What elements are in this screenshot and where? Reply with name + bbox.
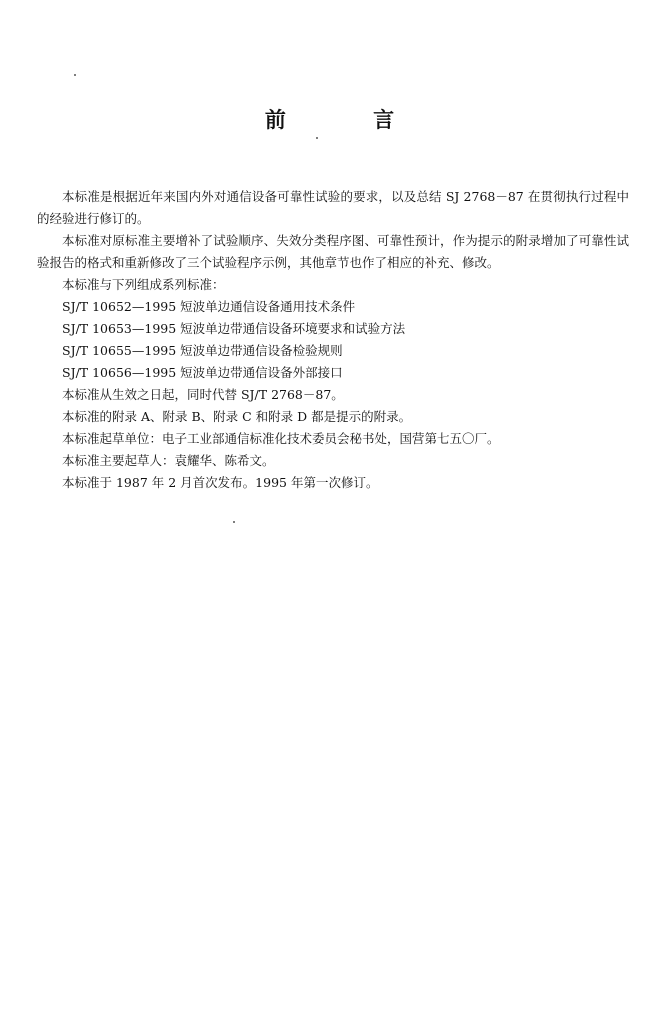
series-item: SJ/T 10652—1995 短波单边通信设备通用技术条件 [62, 299, 356, 314]
page-title: 前 言 [264, 108, 435, 132]
foreword-body [37, 186, 629, 494]
note-appendices: 本标准的附录 A、附录 B、附录 C 和附录 D 都是提示的附录。 [62, 409, 412, 424]
scan-speck [74, 74, 76, 76]
series-item: SJ/T 10656—1995 短波单边带通信设备外部接口 [62, 365, 343, 380]
paragraph-revision-basis: 本标准是根据近年来国内外对通信设备可靠性试验的要求，以及总结 SJ 2768－87 在贯彻执行过程中的经验进行修订的。 [37, 189, 629, 226]
note-drafters: 本标准主要起草人：袁耀华、陈希文。 [62, 453, 275, 468]
series-item: SJ/T 10655—1995 短波单边带通信设备检验规则 [62, 343, 343, 358]
note-drafting-unit: 本标准起草单位：电子工业部通信标准化技术委员会秘书处，国营第七五〇厂。 [62, 431, 500, 446]
scan-speck [233, 521, 235, 523]
note-effective-date: 本标准从生效之日起，同时代替 SJ/T 2768－87。 [62, 387, 344, 402]
series-item: SJ/T 10653—1995 短波单边带通信设备环境要求和试验方法 [62, 321, 406, 336]
paragraph-additions: 本标准对原标准主要增补了试验顺序、失效分类程序图、可靠性预计，作为提示的附录增加了可靠性试验报告的格式和重新修改了三个试验程序示例，其他章节也作了相应的补充、修改。 [37, 233, 629, 270]
series-intro: 本标准与下列组成系列标准： [62, 277, 225, 292]
scan-speck [316, 137, 318, 139]
note-history: 本标准于 1987 年 2 月首次发布。1995 年第一次修订。 [62, 475, 379, 490]
